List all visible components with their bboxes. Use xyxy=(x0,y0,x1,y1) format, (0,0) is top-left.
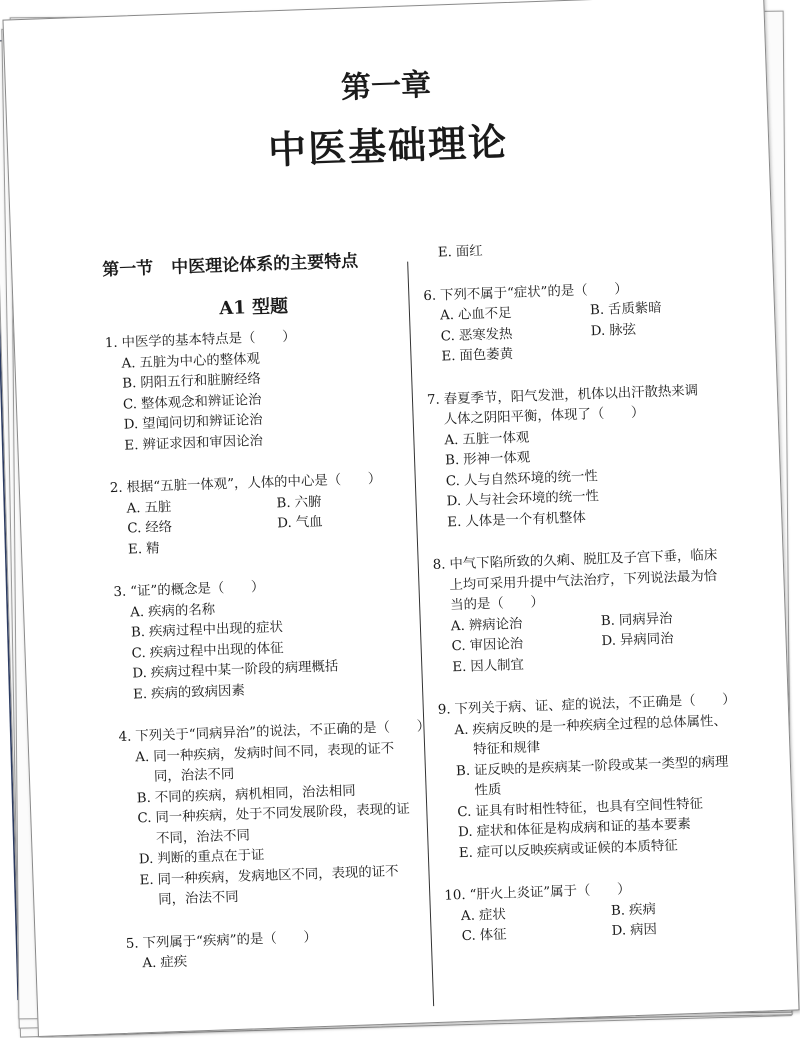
option-text: 同病异治 xyxy=(618,611,673,628)
option-letter: C. xyxy=(127,521,142,537)
question-number: 6. xyxy=(423,288,437,304)
question-text: 中医学的基本特点是（ ） xyxy=(121,329,296,351)
option-text: 同一种疾病，发病时间不同，表现的证不 xyxy=(152,740,395,765)
option-text: 精 xyxy=(145,540,160,557)
option-letter: D. xyxy=(138,851,154,868)
option-text: 证反映的是疾病某一阶段或某一类型的病理 xyxy=(473,754,729,779)
question-text: 根据“五脏一体观”，人体的中心是（ ） xyxy=(126,471,382,496)
answer-option xyxy=(590,317,741,343)
option-text-continued: 性质 xyxy=(474,782,502,799)
option-letter: B. xyxy=(610,902,626,919)
option-text: 病因 xyxy=(629,922,658,939)
option-text: 形神一体观 xyxy=(462,450,531,468)
option-letter: C. xyxy=(445,473,461,489)
option-text: 恶寒发热 xyxy=(458,326,513,344)
section-heading xyxy=(102,245,403,280)
left-question-list xyxy=(104,324,431,976)
option-list xyxy=(114,593,417,706)
answer-option xyxy=(601,627,752,653)
option-letter: C. xyxy=(457,804,472,820)
option-text: 经络 xyxy=(145,520,173,536)
option-letter: D. xyxy=(446,493,462,510)
question-text: 下列关于“同病异治”的说法，不正确的是（ ） xyxy=(135,719,431,745)
option-letter: E. xyxy=(437,245,453,261)
option-letter: D. xyxy=(457,824,473,841)
option-text-continued: 同，治法不同 xyxy=(158,889,239,908)
option-letter: C. xyxy=(461,928,477,945)
option-text: 疾病过程中某一阶段的病理概括 xyxy=(150,659,339,681)
option-letter: B. xyxy=(455,763,471,779)
question-number: 8. xyxy=(432,557,446,573)
question-text: 下列关于病、证、症的说法，不正确是（ ） xyxy=(454,692,736,718)
option-text: 疾病的名称 xyxy=(147,602,216,620)
option-text: 疾病反映的是一种疾病全过程的总体属性、 xyxy=(472,713,728,738)
option-letter: B. xyxy=(136,790,152,806)
option-text: 疾病的致病因素 xyxy=(150,683,246,702)
chapter-label: 第一章 xyxy=(340,67,432,106)
option-letter: E. xyxy=(458,845,474,861)
chapter-title: 中医基础理论 xyxy=(267,120,509,173)
option-list xyxy=(438,710,773,865)
question-text: 下列属于“疾病”的是（ ） xyxy=(142,929,318,951)
question-text-continued: 当的是（ ） xyxy=(449,595,545,614)
option-text: 五脏一体观 xyxy=(462,429,530,448)
question-text: 中气下陷所致的久痢、脱肛及子宫下垂，临床 xyxy=(449,547,718,573)
question-item xyxy=(444,875,776,948)
option-text: 审因论治 xyxy=(469,636,524,654)
option-text: 症状 xyxy=(478,907,506,924)
option-text: 面色萎黄 xyxy=(459,346,514,364)
option-letter: B. xyxy=(122,376,137,392)
option-list xyxy=(110,489,412,561)
option-letter: C. xyxy=(122,396,138,413)
option-text: 疾病过程中出现的症状 xyxy=(148,620,284,640)
option-text: 整体观念和辨证论治 xyxy=(140,392,262,412)
option-letter: A. xyxy=(135,749,150,765)
answer-option xyxy=(277,509,428,535)
option-text: 疾病过程中出现的体征 xyxy=(149,640,284,661)
option-text-continued: 特征和规律 xyxy=(472,740,541,758)
answer-option xyxy=(461,922,612,948)
question-number: 1. xyxy=(104,335,118,352)
question-text-continued: 人体之阴阳平衡，体现了（ ） xyxy=(443,405,645,428)
option-letter: B. xyxy=(589,302,605,319)
document-page xyxy=(2,0,799,1037)
option-text: 证具有时相性特征，也具有空间性特征 xyxy=(475,796,704,820)
option-letter: C. xyxy=(131,645,146,661)
option-text: 人体是一个有机整体 xyxy=(465,510,587,530)
option-letter: A. xyxy=(142,955,157,972)
option-text: 症可以反映疾病或证候的本质特征 xyxy=(476,838,678,861)
option-text: 五脏 xyxy=(144,499,172,516)
option-list xyxy=(424,296,756,369)
option-letter: E. xyxy=(132,686,148,702)
option-letter: B. xyxy=(600,613,616,629)
option-text: 脉弦 xyxy=(608,322,637,339)
option-list xyxy=(105,344,408,457)
option-letter: D. xyxy=(276,515,293,532)
option-text: 阴阳五行和脏腑经络 xyxy=(140,371,262,392)
question-number: 10. xyxy=(444,887,466,904)
question-item xyxy=(427,379,762,534)
option-text: 疾病 xyxy=(628,901,657,918)
option-text-continued: 不同，治法不同 xyxy=(155,827,251,847)
question-item xyxy=(438,689,774,864)
question-number: 3. xyxy=(113,584,127,601)
option-text: 同一种疾病，发病地区不同，表现的证不 xyxy=(157,863,399,888)
option-letter: A. xyxy=(444,432,459,448)
question-item xyxy=(118,718,431,913)
left-column xyxy=(101,245,431,976)
option-text: 不同的疾病，病机相同，治法相同 xyxy=(154,783,356,806)
question-number: 2. xyxy=(109,480,123,497)
option-letter: D. xyxy=(590,323,606,339)
option-letter: E. xyxy=(127,541,143,558)
option-letter: D. xyxy=(132,665,148,682)
option-letter: C. xyxy=(137,810,152,827)
option-letter: A. xyxy=(454,722,469,738)
option-letter: E. xyxy=(447,514,462,530)
option-letter: A. xyxy=(460,908,476,924)
option-list xyxy=(435,606,767,679)
question-text-continued: 上均可采用升提中气法治疗，下列说法最为恰 xyxy=(449,568,718,593)
option-text: 异病同治 xyxy=(619,631,674,649)
question-item xyxy=(105,324,409,457)
option-text: 气血 xyxy=(295,514,323,531)
question-item xyxy=(113,573,417,706)
option-text: 症状和体征是构成病和证的基本要素 xyxy=(476,817,692,840)
section-number: 第一节 xyxy=(101,258,154,281)
option-letter: E. xyxy=(139,872,154,888)
question-text: “证”的概念是（ ） xyxy=(130,579,265,600)
option-text: 五脏为中心的整体观 xyxy=(139,351,261,371)
question-number: 5. xyxy=(125,935,139,952)
option-letter: B. xyxy=(276,495,291,511)
option-list xyxy=(119,738,425,912)
option-text: 面红 xyxy=(455,243,483,260)
right-column xyxy=(422,233,776,949)
option-text: 判断的重点在于证 xyxy=(157,847,265,867)
answer-option xyxy=(611,917,762,943)
option-text: 辨病论治 xyxy=(468,616,523,634)
option-text: 六腑 xyxy=(294,494,322,511)
option-text: 人与社会环境的统一性 xyxy=(464,489,600,509)
question-item xyxy=(110,469,413,561)
option-text: 症疾 xyxy=(160,954,188,971)
option-text: 人与自然环境的统一性 xyxy=(463,468,598,489)
option-letter: A. xyxy=(129,604,145,621)
option-letter: E. xyxy=(452,659,467,675)
option-text: 舌质紫暗 xyxy=(607,300,662,318)
option-letter: C. xyxy=(451,638,466,655)
option-list xyxy=(428,420,761,534)
option-text: 辨证求因和审因论治 xyxy=(142,433,264,453)
question-type-heading: A1 型题 xyxy=(218,295,289,320)
question-text: 下列不属于“症状”的是（ ） xyxy=(439,281,629,303)
option-text: 望闻问切和辨证论治 xyxy=(141,412,263,432)
option-letter: E. xyxy=(441,349,456,365)
option-letter: A. xyxy=(121,355,136,372)
option-letter: D. xyxy=(123,417,139,433)
option-letter: D. xyxy=(611,923,627,939)
right-question-list xyxy=(422,233,776,949)
option-letter: A. xyxy=(450,618,466,634)
option-letter: B. xyxy=(130,625,146,641)
question-number: 4. xyxy=(118,729,132,745)
option-letter: A. xyxy=(126,500,141,517)
option-letter: D. xyxy=(601,633,617,650)
option-text-continued: 同，治法不同 xyxy=(153,766,235,785)
option-letter: C. xyxy=(440,328,456,344)
question-item xyxy=(432,544,766,678)
question-number: 9. xyxy=(437,702,451,718)
question-item xyxy=(423,275,756,368)
section-title: 中医理论体系的主要特点 xyxy=(170,251,359,278)
option-text: 体征 xyxy=(479,927,507,944)
question-text: “肝火上炎证”属于（ ） xyxy=(469,882,631,903)
option-text: 同一种疾病，处于不同发展阶段，表现的证 xyxy=(155,801,410,826)
question-number: 7. xyxy=(426,392,441,408)
option-letter: E. xyxy=(124,437,139,454)
option-text: 因人制宜 xyxy=(470,657,525,675)
option-letter: A. xyxy=(439,308,455,324)
option-letter: B. xyxy=(444,452,460,469)
option-text: 心血不足 xyxy=(457,306,512,323)
question-text: 春夏季节，阳气发泄，机体以出汗散热来调 xyxy=(443,383,699,407)
